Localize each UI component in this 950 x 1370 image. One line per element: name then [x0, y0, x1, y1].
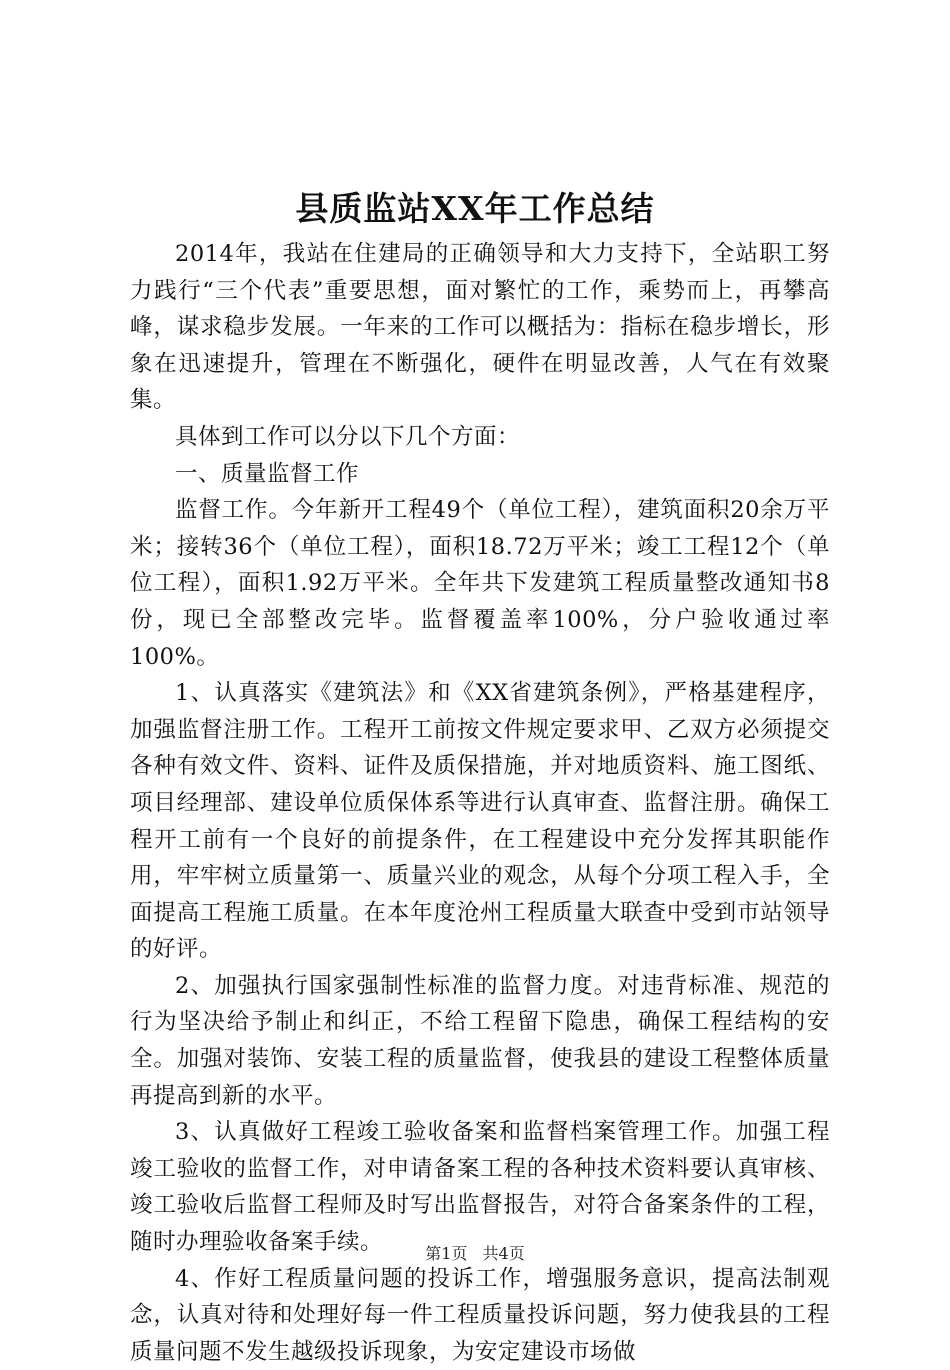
- paragraph-aspects: 具体到工作可以分以下几个方面：: [175, 423, 521, 450]
- paragraph-supervision-stats: 监督工作。今年新开工程49个（单位工程），建筑面积20余万平米；接转36个（单位工程），面积18.72万平米；竣工工程12个（单位工程），面积1.92万平米。全年共下发建筑工程质量整改通知书8份，现已全部整改完毕。监督覆盖率100%，分户验收通过率100%。: [130, 497, 830, 670]
- page-number-total: 共4页: [482, 1244, 525, 1263]
- section-heading-quality-supervision: 一、质量监督工作: [175, 460, 360, 487]
- document-body: [130, 236, 830, 1370]
- page-title: 县质监站XX年工作总结: [295, 189, 655, 228]
- page-footer: [0, 1243, 950, 1265]
- paragraph-item-3: 3、认真做好工程竣工验收备案和监督档案管理工作。加强工程竣工验收的监督工作，对申请备案工程的各种技术资料要认真审核、竣工验收后监督工程师及时写出监督报告，对符合备案条件的工程，随时办理验收备案手续。: [130, 1119, 830, 1256]
- paragraph-item-2: 2、加强执行国家强制性标准的监督力度。对违背标准、规范的行为坚决给予制止和纠正，不给工程留下隐患，确保工程结构的安全。加强对装饰、安装工程的质量监督，使我县的建设工程整体质量再提高到新的水平。: [130, 972, 830, 1109]
- paragraph-item-4: 4、作好工程质量问题的投诉工作，增强服务意识，提高法制观念，认真对待和处理好每一件工程质量投诉问题，努力使我县的工程质量问题不发生越级投诉现象，为安定建设市场做: [130, 1265, 830, 1365]
- page-number-current: 第1页: [425, 1244, 468, 1263]
- paragraph-intro: 2014年，我站在住建局的正确领导和大力支持下，全站职工努力践行“三个代表”重要思想，面对繁忙的工作，乘势而上，再攀高峰，谋求稳步发展。一年来的工作可以概括为：指标在稳步增长，形象在迅速提升，管理在不断强化，硬件在明显改善，人气在有效聚集。: [130, 241, 830, 414]
- paragraph-item-1: 1、认真落实《建筑法》和《XX省建筑条例》，严格基建程序，加强监督注册工作。工程开工前按文件规定要求甲、乙双方必须提交各种有效文件、资料、证件及质保措施，并对地质资料、施工图纸、项目经理部、建设单位质保体系等进行认真审查、监督注册。确保工程开工前有一个良好的前提条件，在工程建设中充分发挥其职能作用，牢牢树立质量第一、质量兴业的观念，从每个分项工程入手，全面提高工程施工质量。在本年度沧州工程质量大联查中受到市站领导的好评。: [130, 680, 830, 963]
